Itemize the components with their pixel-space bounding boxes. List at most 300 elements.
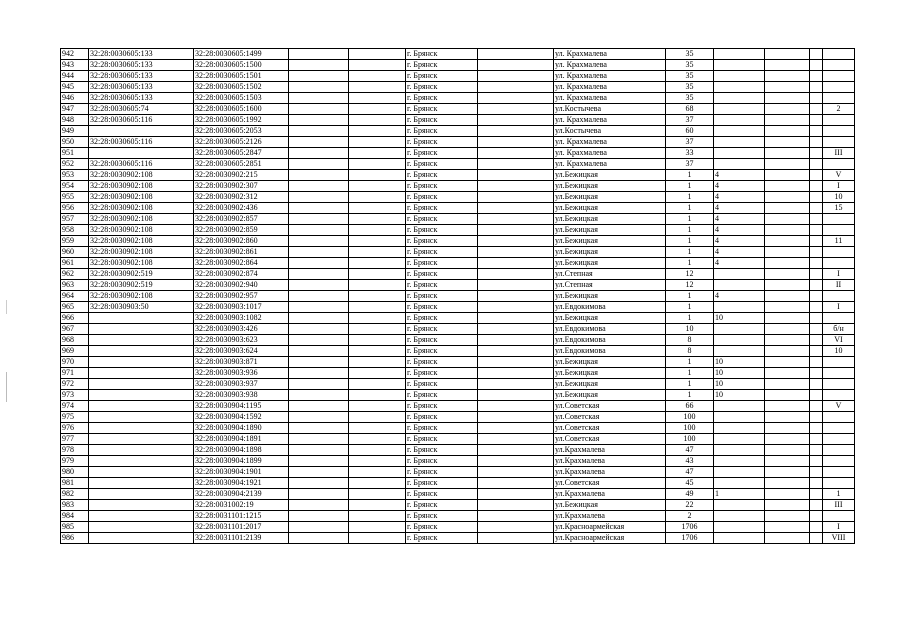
building-cell xyxy=(714,104,765,115)
empty-cell xyxy=(810,357,823,368)
street-cell: ул. Крахмалева xyxy=(554,60,666,71)
house-cell: 1 xyxy=(666,236,714,247)
room-cell xyxy=(823,423,855,434)
empty-cell xyxy=(289,522,349,533)
row-number-cell: 980 xyxy=(61,467,89,478)
house-cell: 37 xyxy=(666,159,714,170)
empty-cell xyxy=(289,181,349,192)
city-cell: г. Брянск xyxy=(406,71,478,82)
row-number-cell: 953 xyxy=(61,170,89,181)
empty-cell xyxy=(765,478,810,489)
city-cell: г. Брянск xyxy=(406,467,478,478)
house-cell: 2 xyxy=(666,511,714,522)
empty-cell xyxy=(765,368,810,379)
empty-cell xyxy=(765,313,810,324)
building-cell: 4 xyxy=(714,170,765,181)
room-cell xyxy=(823,82,855,93)
building-cell xyxy=(714,159,765,170)
empty-cell xyxy=(478,137,554,148)
city-cell: г. Брянск xyxy=(406,236,478,247)
empty-cell xyxy=(765,115,810,126)
empty-cell xyxy=(478,60,554,71)
empty-cell xyxy=(349,192,406,203)
empty-cell xyxy=(289,225,349,236)
quarter-number-cell: 32:28:0030902:519 xyxy=(89,269,194,280)
cadastral-number-cell: 32:28:0030902:864 xyxy=(194,258,289,269)
cadastral-number-cell: 32:28:0030605:2847 xyxy=(194,148,289,159)
house-cell: 100 xyxy=(666,423,714,434)
empty-cell xyxy=(478,412,554,423)
room-cell: II xyxy=(823,280,855,291)
empty-cell xyxy=(478,236,554,247)
city-cell: г. Брянск xyxy=(406,324,478,335)
city-cell: г. Брянск xyxy=(406,368,478,379)
quarter-number-cell: 32:28:0030902:108 xyxy=(89,181,194,192)
room-cell: 2 xyxy=(823,104,855,115)
empty-cell xyxy=(810,170,823,181)
empty-cell xyxy=(765,445,810,456)
city-cell: г. Брянск xyxy=(406,192,478,203)
building-cell xyxy=(714,280,765,291)
building-cell: 10 xyxy=(714,390,765,401)
room-cell xyxy=(823,115,855,126)
table-row xyxy=(61,489,855,500)
empty-cell xyxy=(765,489,810,500)
empty-cell xyxy=(289,324,349,335)
building-cell xyxy=(714,346,765,357)
city-cell: г. Брянск xyxy=(406,291,478,302)
city-cell: г. Брянск xyxy=(406,148,478,159)
row-number-cell: 969 xyxy=(61,346,89,357)
empty-cell xyxy=(765,269,810,280)
cadastral-number-cell: 32:28:0030903:624 xyxy=(194,346,289,357)
empty-cell xyxy=(810,456,823,467)
empty-cell xyxy=(765,500,810,511)
cadastral-number-cell: 32:28:0030903:936 xyxy=(194,368,289,379)
building-cell: 10 xyxy=(714,368,765,379)
cadastral-number-cell: 32:28:0031101:2017 xyxy=(194,522,289,533)
table-row xyxy=(61,60,855,71)
row-number-cell: 977 xyxy=(61,434,89,445)
quarter-number-cell: 32:28:0030903:50 xyxy=(89,302,194,313)
house-cell: 68 xyxy=(666,104,714,115)
empty-cell xyxy=(349,401,406,412)
empty-cell xyxy=(478,192,554,203)
street-cell: ул.Бежицкая xyxy=(554,500,666,511)
building-cell xyxy=(714,60,765,71)
empty-cell xyxy=(289,456,349,467)
street-cell: ул.Бежицкая xyxy=(554,368,666,379)
empty-cell xyxy=(349,137,406,148)
house-cell: 66 xyxy=(666,401,714,412)
empty-cell xyxy=(289,423,349,434)
quarter-number-cell: 32:28:0030605:116 xyxy=(89,115,194,126)
empty-cell xyxy=(478,489,554,500)
cadastral-number-cell: 32:28:0030605:1600 xyxy=(194,104,289,115)
empty-cell xyxy=(765,60,810,71)
street-cell: ул.Степная xyxy=(554,269,666,280)
empty-cell xyxy=(810,192,823,203)
house-cell: 33 xyxy=(666,148,714,159)
house-cell: 1 xyxy=(666,368,714,379)
row-number-cell: 955 xyxy=(61,192,89,203)
building-cell: 10 xyxy=(714,357,765,368)
quarter-number-cell xyxy=(89,357,194,368)
building-cell xyxy=(714,302,765,313)
cadastral-number-cell: 32:28:0030902:312 xyxy=(194,192,289,203)
empty-cell xyxy=(810,126,823,137)
city-cell: г. Брянск xyxy=(406,225,478,236)
empty-cell xyxy=(810,203,823,214)
empty-cell xyxy=(289,236,349,247)
house-cell: 37 xyxy=(666,137,714,148)
quarter-number-cell: 32:28:0030605:133 xyxy=(89,60,194,71)
quarter-number-cell: 32:28:0030902:108 xyxy=(89,214,194,225)
empty-cell xyxy=(289,500,349,511)
empty-cell xyxy=(810,236,823,247)
table-row xyxy=(61,82,855,93)
empty-cell xyxy=(765,181,810,192)
building-cell xyxy=(714,115,765,126)
empty-cell xyxy=(765,214,810,225)
row-number-cell: 950 xyxy=(61,137,89,148)
street-cell: ул. Крахмалева xyxy=(554,159,666,170)
empty-cell xyxy=(478,511,554,522)
table-row xyxy=(61,159,855,170)
building-cell xyxy=(714,82,765,93)
empty-cell xyxy=(765,346,810,357)
quarter-number-cell: 32:28:0030902:108 xyxy=(89,247,194,258)
building-cell: 4 xyxy=(714,192,765,203)
table-row xyxy=(61,126,855,137)
building-cell xyxy=(714,511,765,522)
quarter-number-cell: 32:28:0030902:108 xyxy=(89,236,194,247)
room-cell xyxy=(823,225,855,236)
empty-cell xyxy=(289,170,349,181)
city-cell: г. Брянск xyxy=(406,203,478,214)
house-cell: 35 xyxy=(666,93,714,104)
table-row xyxy=(61,533,855,544)
row-number-cell: 968 xyxy=(61,335,89,346)
empty-cell xyxy=(289,346,349,357)
cadastral-number-cell: 32:28:0030903:938 xyxy=(194,390,289,401)
empty-cell xyxy=(765,280,810,291)
table-row xyxy=(61,137,855,148)
empty-cell xyxy=(478,247,554,258)
empty-cell xyxy=(289,82,349,93)
empty-cell xyxy=(810,511,823,522)
table-row xyxy=(61,71,855,82)
empty-cell xyxy=(810,115,823,126)
row-number-cell: 979 xyxy=(61,456,89,467)
table-row xyxy=(61,181,855,192)
room-cell xyxy=(823,60,855,71)
empty-cell xyxy=(810,159,823,170)
street-cell: ул.Бежицкая xyxy=(554,181,666,192)
empty-cell xyxy=(349,456,406,467)
quarter-number-cell: 32:28:0030605:133 xyxy=(89,71,194,82)
table-row xyxy=(61,214,855,225)
empty-cell xyxy=(349,247,406,258)
empty-cell xyxy=(765,126,810,137)
building-cell: 4 xyxy=(714,214,765,225)
empty-cell xyxy=(810,401,823,412)
row-number-cell: 978 xyxy=(61,445,89,456)
registry-rows xyxy=(61,49,855,544)
quarter-number-cell xyxy=(89,456,194,467)
empty-cell xyxy=(478,71,554,82)
empty-cell xyxy=(810,71,823,82)
empty-cell xyxy=(289,247,349,258)
empty-cell xyxy=(765,467,810,478)
cadastral-number-cell: 32:28:0030902:307 xyxy=(194,181,289,192)
quarter-number-cell xyxy=(89,434,194,445)
street-cell: ул. Крахмалева xyxy=(554,49,666,60)
empty-cell xyxy=(478,456,554,467)
empty-cell xyxy=(349,423,406,434)
empty-cell xyxy=(810,434,823,445)
table-row xyxy=(61,368,855,379)
city-cell: г. Брянск xyxy=(406,269,478,280)
house-cell: 60 xyxy=(666,126,714,137)
building-cell xyxy=(714,49,765,60)
building-cell: 4 xyxy=(714,203,765,214)
street-cell: ул.Советская xyxy=(554,478,666,489)
table-row xyxy=(61,280,855,291)
row-number-cell: 963 xyxy=(61,280,89,291)
empty-cell xyxy=(810,181,823,192)
empty-cell xyxy=(289,302,349,313)
empty-cell xyxy=(349,489,406,500)
empty-cell xyxy=(289,368,349,379)
room-cell xyxy=(823,137,855,148)
cadastral-number-cell: 32:28:0030904:2139 xyxy=(194,489,289,500)
room-cell xyxy=(823,456,855,467)
city-cell: г. Брянск xyxy=(406,93,478,104)
quarter-number-cell xyxy=(89,401,194,412)
cadastral-number-cell: 32:28:0030902:874 xyxy=(194,269,289,280)
empty-cell xyxy=(349,104,406,115)
empty-cell xyxy=(765,291,810,302)
room-cell xyxy=(823,247,855,258)
house-cell: 12 xyxy=(666,269,714,280)
building-cell: 4 xyxy=(714,258,765,269)
quarter-number-cell: 32:28:0030605:133 xyxy=(89,49,194,60)
room-cell: I xyxy=(823,522,855,533)
cadastral-number-cell: 32:28:0030904:1195 xyxy=(194,401,289,412)
quarter-number-cell xyxy=(89,346,194,357)
row-number-cell: 970 xyxy=(61,357,89,368)
empty-cell xyxy=(289,379,349,390)
house-cell: 1 xyxy=(666,192,714,203)
city-cell: г. Брянск xyxy=(406,357,478,368)
table-row xyxy=(61,522,855,533)
table-row xyxy=(61,225,855,236)
table-row xyxy=(61,192,855,203)
street-cell: ул.Советская xyxy=(554,423,666,434)
row-number-cell: 981 xyxy=(61,478,89,489)
quarter-number-cell xyxy=(89,368,194,379)
empty-cell xyxy=(765,148,810,159)
street-cell: ул.Костычева xyxy=(554,126,666,137)
street-cell: ул. Крахмалева xyxy=(554,137,666,148)
empty-cell xyxy=(289,192,349,203)
table-row xyxy=(61,511,855,522)
room-cell xyxy=(823,291,855,302)
empty-cell xyxy=(478,533,554,544)
house-cell: 100 xyxy=(666,434,714,445)
city-cell: г. Брянск xyxy=(406,522,478,533)
table-row xyxy=(61,346,855,357)
empty-cell xyxy=(289,511,349,522)
street-cell: ул.Бежицкая xyxy=(554,357,666,368)
building-cell xyxy=(714,137,765,148)
empty-cell xyxy=(349,148,406,159)
row-number-cell: 961 xyxy=(61,258,89,269)
empty-cell xyxy=(765,390,810,401)
quarter-number-cell xyxy=(89,335,194,346)
empty-cell xyxy=(810,104,823,115)
empty-cell xyxy=(289,71,349,82)
city-cell: г. Брянск xyxy=(406,126,478,137)
building-cell: 4 xyxy=(714,247,765,258)
empty-cell xyxy=(810,60,823,71)
empty-cell xyxy=(810,445,823,456)
empty-cell xyxy=(349,511,406,522)
table-row xyxy=(61,423,855,434)
street-cell: ул.Красноармейская xyxy=(554,522,666,533)
house-cell: 1 xyxy=(666,390,714,401)
row-number-cell: 986 xyxy=(61,533,89,544)
empty-cell xyxy=(478,159,554,170)
cadastral-number-cell: 32:28:0030904:1592 xyxy=(194,412,289,423)
building-cell xyxy=(714,467,765,478)
street-cell: ул.Бежицкая xyxy=(554,225,666,236)
city-cell: г. Брянск xyxy=(406,214,478,225)
empty-cell xyxy=(810,291,823,302)
room-cell xyxy=(823,214,855,225)
empty-cell xyxy=(765,192,810,203)
empty-cell xyxy=(810,478,823,489)
empty-cell xyxy=(810,313,823,324)
room-cell: 1 xyxy=(823,489,855,500)
row-number-cell: 972 xyxy=(61,379,89,390)
empty-cell xyxy=(478,203,554,214)
cadastral-number-cell: 32:28:0030605:2126 xyxy=(194,137,289,148)
cadastral-number-cell: 32:28:0030902:436 xyxy=(194,203,289,214)
empty-cell xyxy=(289,412,349,423)
quarter-number-cell: 32:28:0030902:108 xyxy=(89,291,194,302)
building-cell: 4 xyxy=(714,291,765,302)
city-cell: г. Брянск xyxy=(406,500,478,511)
empty-cell xyxy=(478,126,554,137)
house-cell: 49 xyxy=(666,489,714,500)
street-cell: ул.Крахмалева xyxy=(554,467,666,478)
empty-cell xyxy=(349,412,406,423)
empty-cell xyxy=(810,390,823,401)
cadastral-number-cell: 32:28:0030903:1082 xyxy=(194,313,289,324)
empty-cell xyxy=(478,324,554,335)
row-number-cell: 984 xyxy=(61,511,89,522)
city-cell: г. Брянск xyxy=(406,346,478,357)
empty-cell xyxy=(349,280,406,291)
quarter-number-cell: 32:28:0030902:519 xyxy=(89,280,194,291)
city-cell: г. Брянск xyxy=(406,170,478,181)
street-cell: ул.Советская xyxy=(554,412,666,423)
empty-cell xyxy=(349,390,406,401)
scan-edge-mark xyxy=(6,300,7,314)
city-cell: г. Брянск xyxy=(406,478,478,489)
street-cell: ул.Бежицкая xyxy=(554,313,666,324)
empty-cell xyxy=(289,313,349,324)
table-row xyxy=(61,115,855,126)
quarter-number-cell: 32:28:0030902:108 xyxy=(89,203,194,214)
empty-cell xyxy=(765,401,810,412)
empty-cell xyxy=(810,379,823,390)
table-row xyxy=(61,93,855,104)
building-cell: 4 xyxy=(714,225,765,236)
empty-cell xyxy=(810,500,823,511)
row-number-cell: 983 xyxy=(61,500,89,511)
table-row xyxy=(61,335,855,346)
building-cell: 1 xyxy=(714,489,765,500)
street-cell: ул.Бежицкая xyxy=(554,236,666,247)
table-row xyxy=(61,49,855,60)
empty-cell xyxy=(478,291,554,302)
empty-cell xyxy=(478,500,554,511)
empty-cell xyxy=(810,269,823,280)
empty-cell xyxy=(349,225,406,236)
empty-cell xyxy=(765,258,810,269)
city-cell: г. Брянск xyxy=(406,247,478,258)
empty-cell xyxy=(289,357,349,368)
room-cell: 10 xyxy=(823,192,855,203)
house-cell: 8 xyxy=(666,346,714,357)
cadastral-number-cell: 32:28:0030904:1890 xyxy=(194,423,289,434)
empty-cell xyxy=(349,335,406,346)
building-cell: 10 xyxy=(714,313,765,324)
quarter-number-cell xyxy=(89,500,194,511)
empty-cell xyxy=(478,280,554,291)
city-cell: г. Брянск xyxy=(406,390,478,401)
table-row xyxy=(61,324,855,335)
empty-cell xyxy=(765,302,810,313)
room-cell: 11 xyxy=(823,236,855,247)
quarter-number-cell xyxy=(89,412,194,423)
cadastral-number-cell: 32:28:0030904:1921 xyxy=(194,478,289,489)
empty-cell xyxy=(289,203,349,214)
table-row xyxy=(61,500,855,511)
street-cell: ул. Крахмалева xyxy=(554,82,666,93)
street-cell: ул.Красноармейская xyxy=(554,533,666,544)
street-cell: ул.Бежицкая xyxy=(554,379,666,390)
house-cell: 47 xyxy=(666,467,714,478)
empty-cell xyxy=(349,258,406,269)
cadastral-number-cell: 32:28:0030902:215 xyxy=(194,170,289,181)
cadastral-number-cell: 32:28:0030902:957 xyxy=(194,291,289,302)
table-row xyxy=(61,456,855,467)
empty-cell xyxy=(765,357,810,368)
cadastral-number-cell: 32:28:0030605:1502 xyxy=(194,82,289,93)
table-row xyxy=(61,104,855,115)
room-cell xyxy=(823,511,855,522)
empty-cell xyxy=(478,478,554,489)
empty-cell xyxy=(478,445,554,456)
cadastral-number-cell: 32:28:0030902:859 xyxy=(194,225,289,236)
empty-cell xyxy=(765,159,810,170)
empty-cell xyxy=(765,456,810,467)
row-number-cell: 942 xyxy=(61,49,89,60)
